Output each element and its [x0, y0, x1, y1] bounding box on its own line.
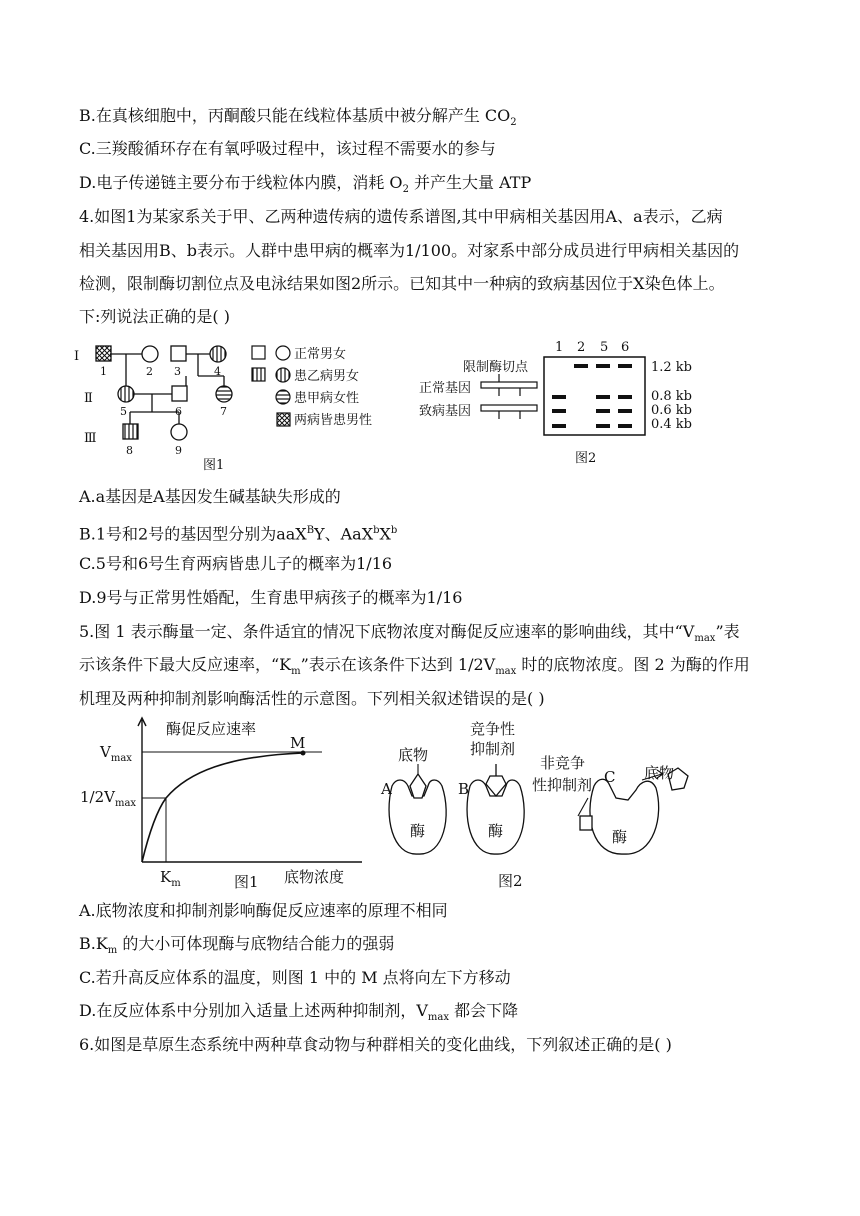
id-8: 8	[126, 444, 133, 457]
comp-label-1: 竞争性	[470, 720, 516, 738]
enzyme-rate-figure	[78, 714, 368, 892]
label-b: B	[458, 780, 470, 798]
legend-label-b: 患乙病男女	[294, 369, 360, 384]
lane-5: 5	[600, 340, 609, 355]
individual-1	[96, 346, 111, 361]
legend-b-female	[276, 368, 290, 382]
lane-6: 6	[621, 340, 630, 355]
q4-stem-line4: 下:列说法正确的是( )	[79, 307, 230, 326]
enzyme-label-b: 酶	[488, 822, 504, 840]
q5-stem-line1: 5.图 1 表示酶量一定、条件适宜的情况下底物浓度对酶促反应速率的影响曲线，其中“$V_{max}$”表	[79, 622, 740, 645]
fig1-caption-q5: 图1	[234, 873, 259, 891]
individual-4	[210, 346, 226, 362]
normal-gene-bar	[481, 382, 537, 388]
q3-option-b: B.在真核细胞中，丙酮酸只能在线粒体基质中被分解产生 $CO_2$	[79, 106, 517, 129]
band-lane1-0-8	[552, 395, 566, 399]
q5-stem-line2: 示该条件下最大反应速率，“$K_m$”表示在该条件下达到 $1/2V_{max}$ 时的底物浓度。图 2 为酶的作用	[79, 655, 750, 678]
q3-option-d: D.电子传递链主要分布于线粒体内膜，消耗 $O_2$ 并产生大量 ATP	[79, 173, 532, 196]
noncomp-label-1: 非竞争	[540, 754, 586, 772]
noncomp-label-2: 性抑制剂	[532, 776, 593, 794]
legend-both-male	[277, 413, 290, 426]
id-4: 4	[214, 365, 221, 378]
q4-option-d: D.9号与正常男性婚配，生育患甲病孩子的概率为1/16	[79, 588, 463, 607]
q4-option-c: C.5号和6号生育两病皆患儿子的概率为1/16	[79, 554, 393, 573]
band-lane6-0-4	[618, 424, 632, 428]
label-c: C	[604, 768, 616, 786]
legend-b-male	[252, 368, 265, 381]
size-0-6kb: 0.6 kb	[651, 403, 693, 418]
band-lane5-1-2	[596, 364, 610, 368]
individual-9	[171, 424, 187, 440]
lane-2: 2	[577, 340, 586, 355]
fig1-caption: 图1	[203, 458, 225, 473]
q5-option-b: $B.K_m$ 的大小可体现酶与底物结合能力的强弱	[79, 934, 395, 957]
legend-label-both: 两病皆患男性	[294, 413, 373, 428]
substrate-a	[410, 774, 426, 798]
id-2: 2	[146, 365, 153, 378]
label-a: A	[381, 780, 392, 798]
q4-stem-line1: 4.如图1为某家系关于甲、乙两种遗传病的遗传系谱图,其中甲病相关基因用A、a表示，乙病	[79, 207, 723, 226]
q4-option-a: A.a基因是A基因发生碱基缺失形成的	[79, 487, 341, 506]
y-axis-label: 酶促反应速率	[166, 720, 257, 738]
individual-6	[172, 386, 187, 401]
q4-stem-line2: 相关基因用B、b表示。人群中患甲病的概率为1/100。对家系中部分成员进行甲病相关基因的	[79, 241, 740, 260]
size-0-4kb: 0.4 kb	[651, 417, 693, 432]
q4-option-b: B.1号和2号的基因型分别为aaX$^B$Y、$AaX^bX^b$	[79, 524, 398, 544]
km-label: $K_m$	[160, 868, 181, 889]
vmax-label: $V_{max}$	[100, 743, 132, 764]
disease-gene-label: 致病基因	[419, 404, 472, 419]
individual-3	[171, 346, 186, 361]
band-lane6-0-8	[618, 395, 632, 399]
q5-option-d: D.在反应体系中分别加入适量上述两种抑制剂，$V_{max}$ 都会下降	[79, 1001, 519, 1024]
legend-normal-female	[276, 346, 290, 360]
q5-option-a: A.底物浓度和抑制剂影响酶促反应速率的原理不相同	[79, 901, 448, 920]
noncompetitive-inhibitor	[580, 816, 592, 830]
band-lane6-0-6	[618, 409, 632, 413]
enzyme-label-a: 酶	[410, 822, 426, 840]
normal-gene-label: 正常基因	[419, 381, 472, 396]
q4-stem-line3: 检测，限制酶切割位点及电泳结果如图2所示。已知其中一种病的致病基因位于X染色体上。	[79, 274, 725, 293]
individual-5	[118, 386, 134, 402]
id-3: 3	[174, 365, 181, 378]
fig2-caption: 图2	[575, 451, 597, 466]
disease-gene-bar	[481, 405, 537, 411]
legend-label-normal: 正常男女	[294, 347, 347, 362]
electrophoresis-figure	[415, 336, 705, 466]
q6-stem: 6.如图是草原生态系统中两种草食动物与种群相关的变化曲线，下列叙述正确的是( )	[79, 1035, 672, 1054]
band-lane5-0-4	[596, 424, 610, 428]
legend-label-a: 患甲病女性	[294, 391, 360, 406]
fig2-caption-q5: 图2	[498, 872, 523, 890]
substrate-label-a: 底物	[398, 746, 429, 764]
x-axis-label: 底物浓度	[284, 868, 345, 886]
id-5: 5	[120, 405, 127, 418]
point-m-label: M	[290, 734, 306, 752]
band-lane2-1-2	[574, 364, 588, 368]
size-1-2kb: 1.2 kb	[651, 360, 693, 375]
q5-stem-line3: 机理及两种抑制剂影响酶活性的示意图。下列相关叙述错误的是( )	[79, 689, 545, 708]
legend-normal-male	[252, 346, 265, 359]
lane-1: 1	[555, 340, 564, 355]
band-lane5-0-6	[596, 409, 610, 413]
legend-a-female	[276, 390, 290, 404]
individual-2	[142, 346, 158, 362]
substrate-label-c: 底物	[644, 764, 675, 782]
q3-option-c: C.三羧酸循环存在有氧呼吸过程中，该过程不需要水的参与	[79, 139, 496, 158]
q5-option-c: C.若升高反应体系的温度，则图 1 中的 M 点将向左下方移动	[79, 968, 511, 987]
individual-7	[216, 386, 232, 402]
id-6: 6	[175, 405, 182, 418]
enzyme-mechanism-figure	[378, 716, 708, 892]
gen-label-3: Ⅲ	[84, 431, 97, 446]
band-lane1-0-4	[552, 424, 566, 428]
half-vmax-label: $1/2V_{max}$	[80, 788, 137, 809]
size-0-8kb: 0.8 kb	[651, 389, 693, 404]
id-7: 7	[220, 405, 227, 418]
gen-label-1: Ⅰ	[74, 349, 80, 364]
enzyme-label-c: 酶	[612, 828, 628, 846]
site-label: 限制酶切点	[463, 360, 529, 375]
band-lane5-0-8	[596, 395, 610, 399]
id-9: 9	[175, 444, 182, 457]
comp-label-2: 抑制剂	[470, 740, 516, 758]
gen-label-2: Ⅱ	[84, 391, 93, 406]
id-1: 1	[100, 365, 107, 378]
band-lane1-0-6	[552, 409, 566, 413]
band-lane6-1-2	[618, 364, 632, 368]
pedigree-figure	[72, 338, 402, 478]
individual-8	[123, 424, 138, 439]
